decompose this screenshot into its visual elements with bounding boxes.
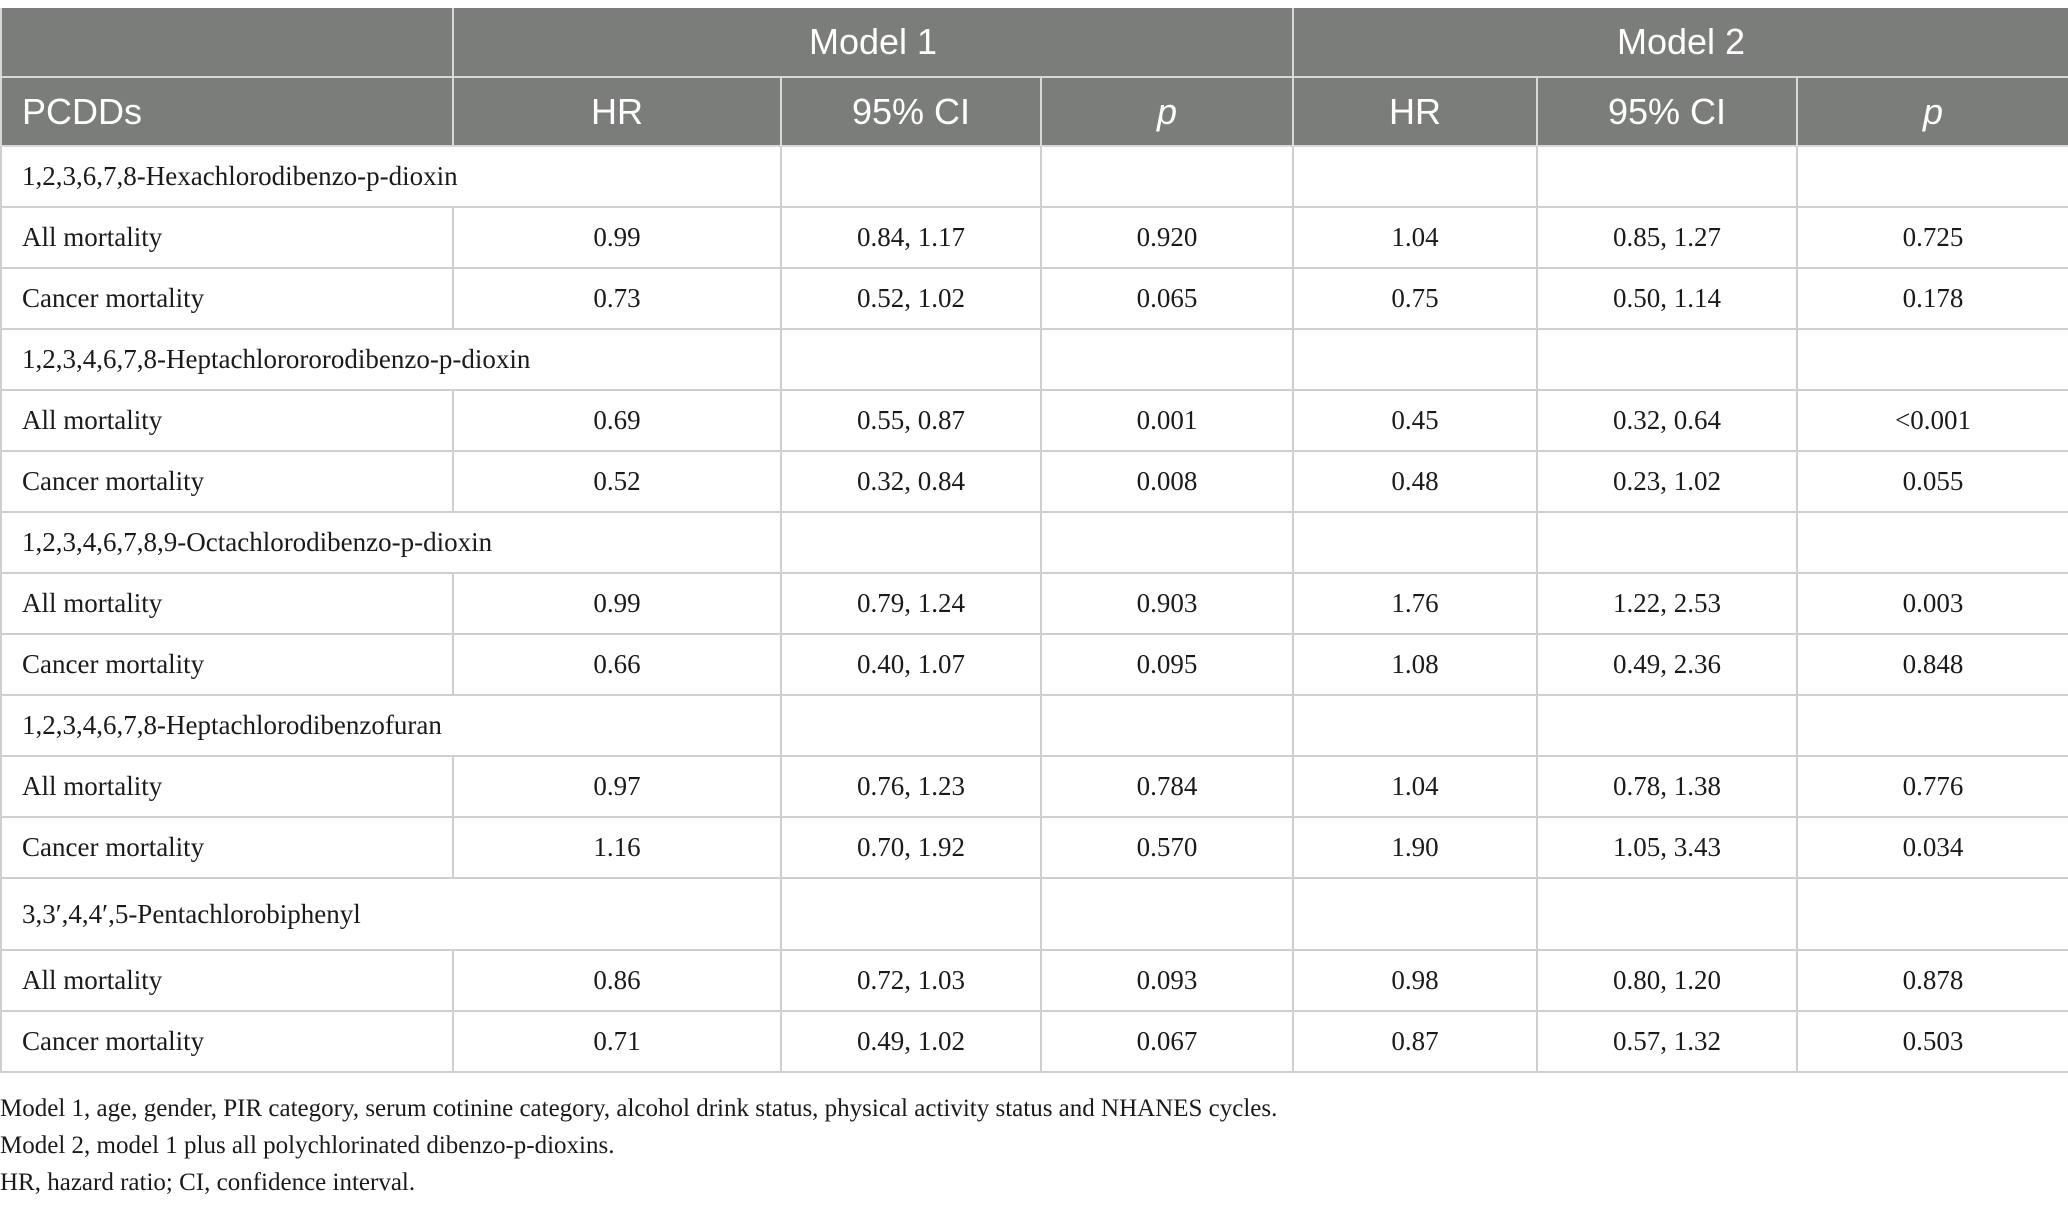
table-body bbox=[1, 146, 2068, 1072]
outcome-label: Cancer mortality bbox=[1, 268, 453, 329]
compound-row bbox=[1, 878, 2068, 950]
model2-ci-cell: 0.49, 2.36 bbox=[1537, 634, 1797, 695]
table-row bbox=[1, 950, 2068, 1011]
model1-p-cell: 0.065 bbox=[1041, 268, 1293, 329]
table-row bbox=[1, 634, 2068, 695]
empty-cell bbox=[1797, 695, 2068, 756]
empty-cell bbox=[1797, 878, 2068, 950]
compound-name: 1,2,3,4,6,7,8,9-Octachlorodibenzo-p-dioxin bbox=[1, 512, 781, 573]
model2-header: Model 2 bbox=[1293, 8, 2068, 77]
model2-p-cell: 0.725 bbox=[1797, 207, 2068, 268]
model1-p-cell: 0.008 bbox=[1041, 451, 1293, 512]
model1-ci-cell: 0.52, 1.02 bbox=[781, 268, 1041, 329]
model1-p-cell: 0.784 bbox=[1041, 756, 1293, 817]
model2-ci-cell: 0.85, 1.27 bbox=[1537, 207, 1797, 268]
model2-hr-cell: 0.48 bbox=[1293, 451, 1537, 512]
model2-p-cell: 0.003 bbox=[1797, 573, 2068, 634]
empty-cell bbox=[781, 146, 1041, 207]
model2-p-cell: 0.503 bbox=[1797, 1011, 2068, 1072]
outcome-label: Cancer mortality bbox=[1, 1011, 453, 1072]
table-row bbox=[1, 207, 2068, 268]
empty-cell bbox=[781, 512, 1041, 573]
empty-cell bbox=[1797, 146, 2068, 207]
model2-ci-cell: 1.22, 2.53 bbox=[1537, 573, 1797, 634]
empty-cell bbox=[1537, 329, 1797, 390]
model2-ci-cell: 0.57, 1.32 bbox=[1537, 1011, 1797, 1072]
model1-ci-cell: 0.32, 0.84 bbox=[781, 451, 1041, 512]
table-row bbox=[1, 268, 2068, 329]
model2-p-cell: 0.178 bbox=[1797, 268, 2068, 329]
model1-ci-cell: 0.84, 1.17 bbox=[781, 207, 1041, 268]
outcome-label: Cancer mortality bbox=[1, 817, 453, 878]
model1-ci-cell: 0.72, 1.03 bbox=[781, 950, 1041, 1011]
outcome-label: All mortality bbox=[1, 573, 453, 634]
model1-hr-cell: 0.99 bbox=[453, 573, 781, 634]
table-row bbox=[1, 451, 2068, 512]
outcome-label: Cancer mortality bbox=[1, 451, 453, 512]
empty-cell bbox=[1293, 878, 1537, 950]
model1-p-cell: 0.067 bbox=[1041, 1011, 1293, 1072]
table-row bbox=[1, 1011, 2068, 1072]
empty-cell bbox=[781, 695, 1041, 756]
model1-hr-cell: 0.86 bbox=[453, 950, 781, 1011]
model1-hr-header: HR bbox=[453, 77, 781, 146]
empty-cell bbox=[781, 329, 1041, 390]
empty-cell bbox=[1293, 512, 1537, 573]
model1-header: Model 1 bbox=[453, 8, 1293, 77]
compound-row bbox=[1, 695, 2068, 756]
model1-hr-cell: 0.71 bbox=[453, 1011, 781, 1072]
table-row bbox=[1, 817, 2068, 878]
model1-hr-cell: 0.99 bbox=[453, 207, 781, 268]
empty-cell bbox=[1537, 695, 1797, 756]
table-row bbox=[1, 573, 2068, 634]
model1-p-cell: 0.093 bbox=[1041, 950, 1293, 1011]
compound-name: 1,2,3,4,6,7,8-Heptachlorodibenzofuran bbox=[1, 695, 781, 756]
empty-cell bbox=[1537, 146, 1797, 207]
model2-p-cell: 0.776 bbox=[1797, 756, 2068, 817]
compound-name: 1,2,3,6,7,8-Hexachlorodibenzo-p-dioxin bbox=[1, 146, 781, 207]
model1-hr-cell: 0.66 bbox=[453, 634, 781, 695]
model2-hr-cell: 1.90 bbox=[1293, 817, 1537, 878]
model-header-row bbox=[1, 8, 2068, 77]
model1-ci-header: 95% CI bbox=[781, 77, 1041, 146]
column-header-row bbox=[1, 77, 2068, 146]
model2-ci-cell: 0.50, 1.14 bbox=[1537, 268, 1797, 329]
model2-ci-cell: 0.80, 1.20 bbox=[1537, 950, 1797, 1011]
table-header bbox=[1, 8, 2068, 146]
model1-p-cell: 0.001 bbox=[1041, 390, 1293, 451]
footnote-model2: Model 2, model 1 plus all polychlorinated dibenzo-p-dioxins. bbox=[0, 1132, 615, 1159]
empty-cell bbox=[1041, 878, 1293, 950]
compound-name: 1,2,3,4,6,7,8-Heptachlorororodibenzo-p-dioxin bbox=[1, 329, 781, 390]
compound-row bbox=[1, 146, 2068, 207]
model1-p-cell: 0.570 bbox=[1041, 817, 1293, 878]
header-empty-cell bbox=[1, 8, 453, 77]
model2-ci-header: 95% CI bbox=[1537, 77, 1797, 146]
outcome-label: All mortality bbox=[1, 390, 453, 451]
outcome-label: All mortality bbox=[1, 756, 453, 817]
empty-cell bbox=[1293, 329, 1537, 390]
model1-p-cell: 0.903 bbox=[1041, 573, 1293, 634]
empty-cell bbox=[1293, 146, 1537, 207]
model1-p-cell: 0.095 bbox=[1041, 634, 1293, 695]
model1-p-cell: 0.920 bbox=[1041, 207, 1293, 268]
compound-row bbox=[1, 512, 2068, 573]
model1-ci-cell: 0.76, 1.23 bbox=[781, 756, 1041, 817]
empty-cell bbox=[1537, 512, 1797, 573]
model2-ci-cell: 1.05, 3.43 bbox=[1537, 817, 1797, 878]
empty-cell bbox=[1797, 512, 2068, 573]
pcdds-header: PCDDs bbox=[1, 77, 453, 146]
model2-hr-header: HR bbox=[1293, 77, 1537, 146]
results-table-container bbox=[0, 8, 2068, 1073]
model1-hr-cell: 0.97 bbox=[453, 756, 781, 817]
model1-hr-cell: 0.52 bbox=[453, 451, 781, 512]
model1-p-header: p bbox=[1041, 77, 1293, 146]
model1-ci-cell: 0.79, 1.24 bbox=[781, 573, 1041, 634]
empty-cell bbox=[1537, 878, 1797, 950]
empty-cell bbox=[1041, 512, 1293, 573]
model2-ci-cell: 0.32, 0.64 bbox=[1537, 390, 1797, 451]
empty-cell bbox=[1041, 329, 1293, 390]
model2-hr-cell: 0.87 bbox=[1293, 1011, 1537, 1072]
compound-row bbox=[1, 329, 2068, 390]
model2-hr-cell: 1.76 bbox=[1293, 573, 1537, 634]
model2-hr-cell: 0.75 bbox=[1293, 268, 1537, 329]
model2-p-cell: 0.034 bbox=[1797, 817, 2068, 878]
model1-ci-cell: 0.40, 1.07 bbox=[781, 634, 1041, 695]
model1-ci-cell: 0.55, 0.87 bbox=[781, 390, 1041, 451]
model2-hr-cell: 1.04 bbox=[1293, 756, 1537, 817]
empty-cell bbox=[781, 878, 1041, 950]
model2-ci-cell: 0.23, 1.02 bbox=[1537, 451, 1797, 512]
model2-p-cell: 0.055 bbox=[1797, 451, 2068, 512]
model1-hr-cell: 0.69 bbox=[453, 390, 781, 451]
model1-ci-cell: 0.49, 1.02 bbox=[781, 1011, 1041, 1072]
empty-cell bbox=[1797, 329, 2068, 390]
model1-ci-cell: 0.70, 1.92 bbox=[781, 817, 1041, 878]
footnote-abbreviations: HR, hazard ratio; CI, confidence interval. bbox=[0, 1169, 416, 1196]
empty-cell bbox=[1041, 695, 1293, 756]
table-row bbox=[1, 390, 2068, 451]
hazard-ratio-table bbox=[0, 8, 2068, 1073]
compound-name: 3,3′,4,4′,5-Pentachlorobiphenyl bbox=[1, 878, 781, 950]
model2-hr-cell: 0.45 bbox=[1293, 390, 1537, 451]
empty-cell bbox=[1293, 695, 1537, 756]
model2-p-cell: <0.001 bbox=[1797, 390, 2068, 451]
model1-hr-cell: 0.73 bbox=[453, 268, 781, 329]
model1-hr-cell: 1.16 bbox=[453, 817, 781, 878]
empty-cell bbox=[1041, 146, 1293, 207]
table-footnotes bbox=[0, 1090, 1277, 1201]
outcome-label: Cancer mortality bbox=[1, 634, 453, 695]
footnote-model1: Model 1, age, gender, PIR category, serum cotinine category, alcohol drink status, physical activity status and NHANES cycles. bbox=[0, 1095, 1278, 1122]
outcome-label: All mortality bbox=[1, 207, 453, 268]
model2-p-header: p bbox=[1797, 77, 2068, 146]
model2-p-cell: 0.848 bbox=[1797, 634, 2068, 695]
model2-p-cell: 0.878 bbox=[1797, 950, 2068, 1011]
model2-ci-cell: 0.78, 1.38 bbox=[1537, 756, 1797, 817]
outcome-label: All mortality bbox=[1, 950, 453, 1011]
table-row bbox=[1, 756, 2068, 817]
model2-hr-cell: 1.04 bbox=[1293, 207, 1537, 268]
model2-hr-cell: 0.98 bbox=[1293, 950, 1537, 1011]
model2-hr-cell: 1.08 bbox=[1293, 634, 1537, 695]
